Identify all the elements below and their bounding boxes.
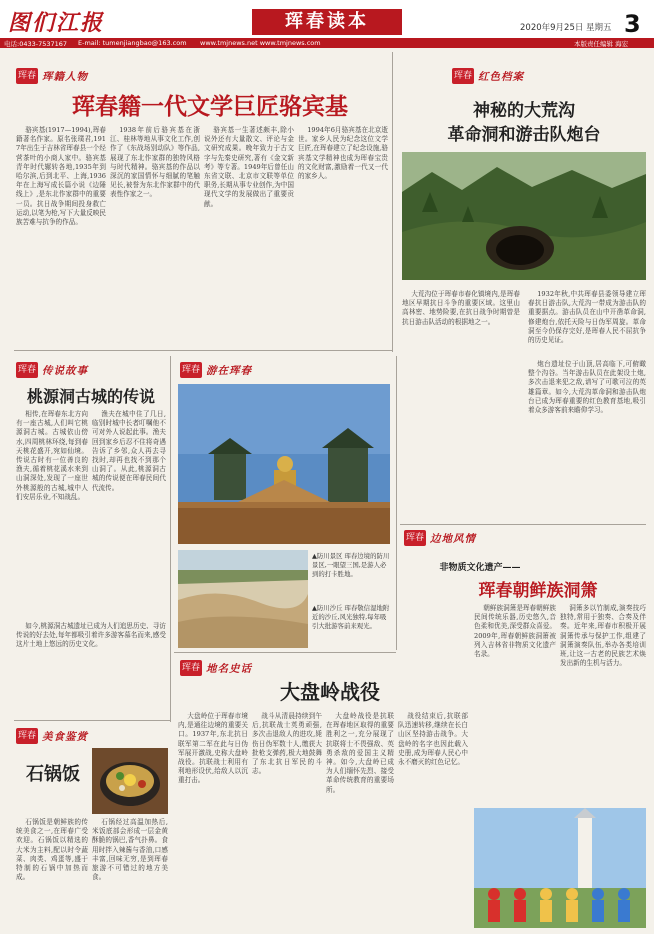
legend-col-1: 相传,在珲春东北方向有一座古城,人们叫它桃源洞古城。古城依山傍水,四周桃林环绕,每到春天桃花盛开,宛如仙境。传说古时有一位善良的渔夫,循着桃花溪水来到山洞深处,发现了一座世外桃源般的古城,城中人们安居乐业,不知战乱。 [16,410,88,501]
customs-col-2: 洞箫多以竹制成,演奏技巧独特,常用于独奏、合奏及伴奏。近年来,珲春市积极开展洞箫传承与保护工作,组建了洞箫演奏队伍,举办各类培训班,让这一古老的民族艺术焕发出新的生机与活力。 [560,604,646,668]
history-col-1: 大盘岭位于珲春市境内,是通往边境的重要关口。1937年,东北抗日联军第二军在此与日伪军展开激战,史称大盘岭战役。抗联战士利用有利地形设伏,给敌人以沉重打击。 [178,712,248,785]
cuisine-col-2: 石锅经过高温加热后,米饭底部会形成一层金黄酥脆的锅巴,香气扑鼻。食用时拌入辣酱与香油,口感丰富,回味无穷,是到珲春旅游不可错过的地方美食。 [92,818,168,882]
figures-headline: 珲春籍一代文学巨匠骆宾基 [72,93,348,120]
customs-headline: 珲春朝鲜族洞箫 [478,581,598,601]
info-bar [0,38,654,48]
section-seal-icon: 珲春 [180,660,202,676]
issue-date: 2020年9月25日 星期五 [520,23,612,33]
section-label: 珲籍人物 [42,70,88,83]
sand-dunes-image [178,550,308,648]
cuisine-section-tag [16,728,88,744]
section-label: 地名史话 [206,662,252,675]
folk-performers-image [474,808,646,928]
section-seal-icon: 珲春 [16,728,38,744]
masthead [0,0,654,46]
legend-col-2: 渔夫在城中住了几日,临别时城中长者叮嘱他不可对外人说起此事。渔夫回到家乡后忍不住将奇遇告诉了乡邻,众人再去寻找时,却再也找不到那个山洞了。从此,桃源洞古城的传说便在珲春民间代代流传。 [92,410,166,492]
section-divider [400,524,646,525]
section-seal-icon: 珲春 [180,362,202,378]
email-text: E-mail: tumenjiangbao@163.com [78,39,187,47]
section-divider [174,652,396,653]
customs-subheadline: 非物质文化遗产—— [439,563,521,573]
dunes-photo [178,550,308,648]
column-divider [392,52,393,352]
pavilion-caption: ▲防川景区 珲春边境的防川景区,一眼望三国,是游人必到的打卡胜地。 [312,552,390,578]
cave-photo [402,152,646,280]
red-sites-headline-1: 神秘的大荒沟 [473,101,575,121]
cuisine-col-1: 石锅饭是朝鲜族的传统美食之一,在珲春广受欢迎。石锅饭以精选的大米为主料,配以时令蔬菜、肉类、鸡蛋等,盛于特制的石锅中加热而成。 [16,818,88,882]
cuisine-headline: 石锅饭 [26,764,80,785]
hotline-text: 电话:0433-7537167 [4,40,68,48]
scenic-pavilion-image [178,384,390,544]
newspaper-logo: 图们江报 [8,10,105,36]
section-title: 珲春读本 [252,9,402,35]
figures-section-tag [16,68,88,84]
figures-article-col-1: 骆宾基(1917—1994),珲春籍著名作家。原名张璞君,1917年出生于吉林省珲春县一个经营茶叶的小商人家中。骆宾基青年时代辗转各地,1935年到哈尔滨,后到北平、上海,1936年在上海写成长篇小说《边陲线上》,是东北作家群中的重要一员。抗日战争期间投身救亡运动,以笔为枪,写下大量反映民族苦难与抗争的作品。 [16,126,106,227]
section-seal-icon: 珲春 [16,68,38,84]
history-section-tag [180,660,252,676]
legend-section-tag [16,362,88,378]
column-divider [396,356,397,650]
website-text: www.tmjnews.net www.tmjnews.com [200,39,321,47]
customs-section-tag [404,530,476,546]
stone-pot-rice-image [92,748,168,814]
section-seal-icon: 珲春 [404,530,426,546]
red-sites-col-2: 1932年秋,中共珲春县委领导建立珲春抗日游击队,大荒沟一带成为游击队的重要据点。游击队员在山中开凿革命洞,修建炮台,依托天险与日伪军周旋。革命洞至今仍保存完好,是珲春人民不屈抗争的历史见证。 [528,290,646,345]
customs-col-1: 朝鲜族洞箫是珲春朝鲜族民间传统乐器,历史悠久,音色柔和优美,深受群众喜爱。2009年,珲春朝鲜族洞箫被列入吉林省非物质文化遗产名录。 [474,604,556,659]
legend-headline: 桃源洞古城的传说 [26,387,155,406]
page-number: 3 [624,10,641,38]
figures-article-col-3: 骆宾基一生著述颇丰,除小说外还有大量散文、评论与金文研究成果。晚年致力于古文字与先秦史研究,著有《金文新考》等专著。1949年后曾任山东省文联、北京市文联等单位职务,长期从事专业创作,为中国现代文学的发展做出了重要贡献。 [204,126,294,208]
editor-text: 本版责任编辑 海宏 [574,40,629,48]
history-col-3: 大盘岭战役是抗联在珲春地区取得的重要胜利之一,充分展现了抗联将士不畏强敌、英勇杀敌的爱国主义精神。如今,大盘岭已成为人们缅怀先烈、接受革命传统教育的重要场所。 [326,712,394,794]
column-divider [170,356,171,722]
folk-performance-photo [474,808,646,928]
red-sites-col-1: 大荒沟位于珲春市春化镇境内,是珲春地区早期抗日斗争的重要区域。这里山高林密、地势险要,在抗日战争时期曾是抗日游击队活动的根据地之一。 [402,290,520,326]
figures-article-col-4: 1994年6月骆宾基在北京逝世。家乡人民为纪念这位文学巨匠,在珲春建立了纪念设施,骆宾基文学精神也成为珲春宝贵的文化财富,激励着一代又一代的家乡人。 [298,126,388,181]
section-seal-icon: 珲春 [16,362,38,378]
section-label: 美食鉴赏 [42,730,88,743]
stone-pot-photo [92,748,168,814]
red-sites-section-tag [452,68,524,84]
section-label: 游在珲春 [206,364,252,377]
section-label: 边地风情 [430,532,476,545]
section-divider [14,720,170,721]
history-col-2: 战斗从清晨持续到午后,抗联战士英勇顽强,多次击退敌人的进攻,毙伤日伪军数十人,缴获大批枪支弹药,极大地鼓舞了东北抗日军民的斗志。 [252,712,322,776]
history-col-4: 战役结束后,抗联部队迅速转移,继续在长白山区坚持游击战争。大盘岭的名字也因此载入史册,成为珲春人民心中永不磨灭的红色记忆。 [398,712,468,767]
section-divider [14,350,392,351]
red-sites-col-3: 炮台遗址位于山顶,居高临下,可俯瞰整个沟谷。当年游击队员在此架设土炮,多次击退来犯之敌,谱写了可歌可泣的英雄篇章。如今,大荒沟革命洞和游击队炮台已成为珲春重要的红色教育基地,吸引着众多游客前来瞻仰学习。 [528,360,646,415]
pavilion-photo [178,384,390,544]
section-seal-icon: 珲春 [452,68,474,84]
figures-article-col-2: 1938年前后骆宾基在浙江、桂林等地从事文化工作,创作了《东战场别动队》等作品,展现了东北作家群的独特风格与时代精神。骆宾基的作品以深沉的家国情怀与细腻的笔触见长,被誉为东北作家群中的代表性作家之一。 [110,126,200,199]
red-sites-headline-2: 革命洞和游击队炮台 [447,125,601,145]
scenery-section-tag [180,362,252,378]
section-label: 传说故事 [42,364,88,377]
forest-cave-image [402,152,646,280]
legend-col-3: 如今,桃源洞古城遗址已成为人们追思历史、寻访传说的好去处,每年都吸引着许多游客慕名而来,感受这片土地上悠远的历史文化。 [16,622,166,649]
section-label: 红色档案 [478,70,524,83]
dunes-caption: ▲防川沙丘 珲春敬信湿地附近的沙丘,风光独特,每年吸引大批游客前来观光。 [312,604,390,630]
history-headline: 大盘岭战役 [280,680,380,704]
